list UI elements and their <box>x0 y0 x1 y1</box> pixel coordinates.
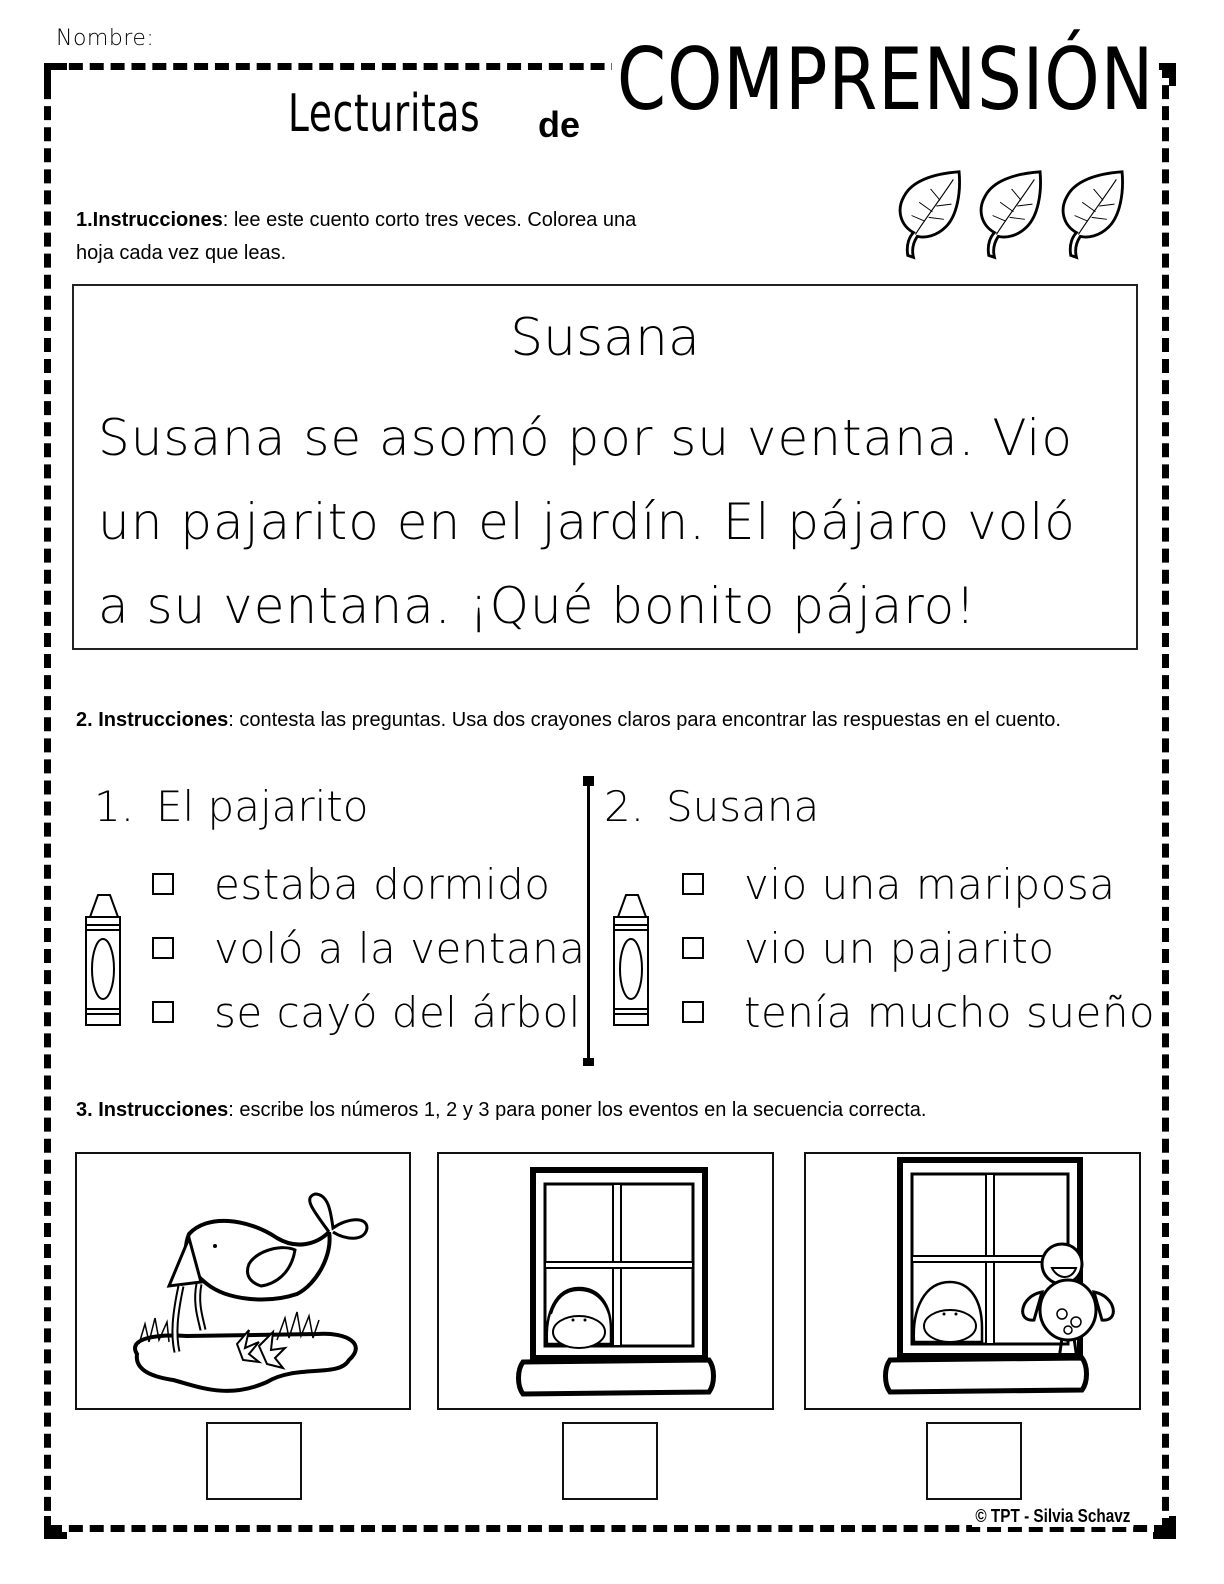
title-lecturitas: Lecturitas <box>288 84 481 144</box>
instructions-3-text: : escribe los números 1, 2 y 3 para poner los eventos en la secuencia correcta. <box>228 1099 927 1121</box>
instructions-3-label: 3. Instrucciones <box>76 1099 229 1121</box>
copyright-credit: © TPT - Silvia Schavz <box>972 1506 1134 1527</box>
crayon-icon <box>612 893 652 1028</box>
instructions-1-label: 1.Instrucciones <box>76 209 223 231</box>
reading-leaves <box>890 168 1130 268</box>
story-title: Susana <box>510 308 700 368</box>
sequence-answer-box-1[interactable] <box>206 1422 302 1500</box>
border-corner <box>44 1516 67 1539</box>
question-1-heading <box>94 782 368 831</box>
border-corner <box>1153 1516 1176 1539</box>
instructions-1-text: : lee este cuento corto tres veces. Colorea una hoja cada vez que leas. <box>76 209 637 264</box>
question-1-number: 1. <box>94 782 135 831</box>
option-label: voló a la ventana <box>214 923 586 973</box>
divider-cap <box>583 1058 594 1066</box>
sequence-picture-2 <box>437 1152 774 1410</box>
option-label: vio una mariposa <box>744 859 1116 909</box>
checkbox[interactable] <box>682 1001 704 1023</box>
checkbox[interactable] <box>152 873 174 895</box>
story-text: Susana se asomó por su ventana. Vio un pajarito en el jardín. El pájaro voló a su ventana. ¡Qué bonito pájaro! <box>98 409 1076 635</box>
instructions-2-text: : contesta las preguntas. Usa dos crayones claros para encontrar las respuestas en el cuento. <box>228 709 1061 731</box>
option-item[interactable] <box>682 916 1155 980</box>
option-item[interactable] <box>682 852 1155 916</box>
page-border-right <box>1162 64 1169 1532</box>
page-border-left <box>44 64 51 1532</box>
checkbox[interactable] <box>152 937 174 959</box>
option-label: se cayó del árbol <box>214 987 581 1037</box>
option-label: vio un pajarito <box>744 923 1055 973</box>
question-2-options <box>682 852 1155 1044</box>
leaf-icon[interactable] <box>971 168 1048 263</box>
instructions-2-label: 2. Instrucciones <box>76 709 229 731</box>
sequence-answer-box-2[interactable] <box>562 1422 658 1500</box>
question-2-prompt: Susana <box>666 782 820 831</box>
divider-cap <box>583 776 594 786</box>
option-label: tenía mucho sueño <box>744 987 1156 1037</box>
instructions-1 <box>76 204 676 270</box>
sequence-picture-1 <box>75 1152 411 1410</box>
option-item[interactable] <box>152 852 586 916</box>
story-box <box>72 284 1138 650</box>
checkbox[interactable] <box>152 1001 174 1023</box>
question-2-heading <box>604 782 819 831</box>
leaf-icon[interactable] <box>890 168 967 263</box>
instructions-3 <box>76 1094 1156 1127</box>
option-item[interactable] <box>152 980 586 1044</box>
sequence-picture-3 <box>804 1152 1141 1410</box>
instructions-2 <box>76 704 1156 737</box>
option-label: estaba dormido <box>214 859 551 909</box>
girl-at-window-with-bird-illustration <box>806 1154 1139 1408</box>
checkbox[interactable] <box>682 873 704 895</box>
option-item[interactable] <box>682 980 1155 1044</box>
leaf-icon[interactable] <box>1053 168 1130 263</box>
border-corner <box>44 63 67 86</box>
name-label: Nombre: <box>56 26 155 51</box>
title-de: de <box>538 104 581 145</box>
bird-eating-worm-illustration <box>77 1154 409 1408</box>
title-comprension: COMPRENSIÓN <box>612 30 1159 130</box>
option-item[interactable] <box>152 916 586 980</box>
question-2-number: 2. <box>604 782 645 831</box>
question-divider <box>587 778 590 1066</box>
checkbox[interactable] <box>682 937 704 959</box>
girl-at-window-illustration <box>439 1154 772 1408</box>
question-1-prompt: El pajarito <box>156 782 369 831</box>
sequence-answer-box-3[interactable] <box>926 1422 1022 1500</box>
crayon-icon <box>84 893 124 1028</box>
question-1-options <box>152 852 586 1044</box>
